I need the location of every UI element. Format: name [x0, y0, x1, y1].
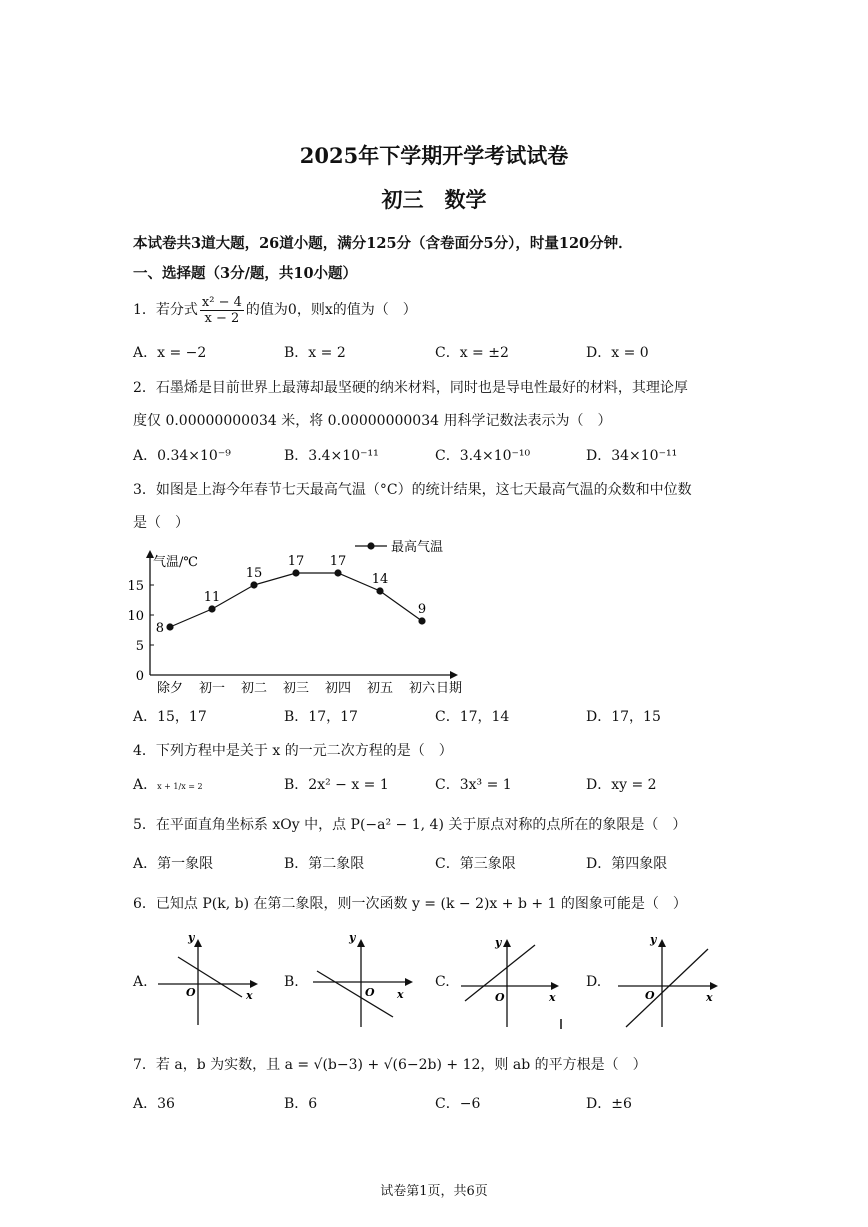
- x-axis-label: x: [706, 991, 713, 1004]
- q4-option-a: [133, 774, 203, 794]
- q6-graph-b: [305, 935, 415, 1030]
- exam-instructions: 本试卷共3道大题，26道小题，满分125分（含卷面分5分），时量120分钟．: [133, 235, 633, 252]
- question-7: 7．若 a，b 为实数，且 a = √(b−3) + √(6−2b) + 12，则 ab 的平方根是（ ）: [133, 1057, 647, 1073]
- question-2-line1: 2．石墨烯是目前世界上最薄却最坚硬的纳米材料，同时也是导电性最好的材料，其理论厚: [133, 380, 688, 396]
- question-2-line2: 度仅 0.00000000034 米，将 0.00000000034 用科学记数法表示为（ ）: [133, 413, 612, 429]
- data-label: 9: [417, 602, 427, 617]
- legend-marker: [367, 542, 374, 549]
- x-tick-label: 除夕: [156, 681, 184, 696]
- q1-option-c: C．x = ±2: [435, 345, 509, 361]
- section-heading: 一、选择题（3分/题，共10小题）: [133, 265, 358, 282]
- q6-option-c-label: C.: [435, 974, 450, 990]
- data-label: 15: [245, 566, 263, 581]
- y-axis-label: y: [495, 936, 502, 949]
- y-tick-label: 5: [135, 639, 144, 654]
- q4-option-a-label: A．: [133, 777, 158, 793]
- question-4: 4．下列方程中是关于 x 的一元二次方程的是（ ）: [133, 743, 453, 759]
- x-tick-label: 初五: [366, 681, 394, 696]
- q4-option-b: B．2x² − x = 1: [284, 777, 389, 793]
- q7-option-b: B．6: [284, 1096, 318, 1112]
- data-label: 8: [155, 621, 164, 636]
- q5-option-a: A．第一象限: [133, 856, 214, 872]
- data-label: 11: [203, 590, 221, 605]
- y-tick-label: 15: [127, 579, 144, 594]
- q6-option-b-label: B.: [284, 974, 299, 990]
- y-tick-label: 10: [127, 609, 144, 624]
- data-label: 17: [329, 554, 347, 569]
- q3-option-c: C．17，14: [435, 709, 510, 725]
- chart-x-axis-label: 日期: [436, 681, 463, 696]
- origin-label: O: [186, 986, 196, 999]
- data-point: [166, 623, 173, 630]
- q1-option-a: A．x = −2: [133, 345, 207, 361]
- temperature-line-chart: [125, 532, 485, 700]
- x-tick-label: 初三: [282, 681, 310, 696]
- origin-label: O: [645, 989, 655, 1002]
- q6-option-a-label: A.: [133, 974, 148, 990]
- origin-label: O: [365, 986, 375, 999]
- data-point: [376, 587, 383, 594]
- question-3-line2: 是（ ）: [133, 515, 189, 531]
- q6-graph-c: [455, 935, 570, 1030]
- question-1-prefix: 1．若分式: [133, 302, 198, 318]
- q5-option-c: C．第三象限: [435, 856, 516, 872]
- chart-x-tick-labels: [157, 681, 436, 696]
- exam-subtitle: 初三 数学: [381, 187, 487, 212]
- x-axis-label: x: [246, 989, 253, 1002]
- q4-option-a-expr: x + 1/x = 2: [157, 782, 203, 791]
- page-footer: 试卷第1页，共6页: [380, 1184, 488, 1199]
- q3-option-a: A．15，17: [133, 709, 207, 725]
- data-point: [292, 569, 299, 576]
- q2-option-c: C．3.4×10⁻¹⁰: [435, 448, 531, 464]
- x-tick-label: 初一: [198, 681, 226, 696]
- y-axis-label: y: [349, 935, 356, 944]
- exam-title: 2025年下学期开学考试试卷: [299, 143, 569, 168]
- q7-option-c: C．−6: [435, 1096, 481, 1112]
- chart-legend: [355, 539, 443, 555]
- legend-label: 最高气温: [391, 540, 444, 555]
- q3-option-d: D．17，15: [586, 709, 661, 725]
- x-axis-label: x: [549, 991, 556, 1004]
- y-tick-label: 0: [135, 669, 144, 684]
- fraction-denominator: x − 2: [204, 310, 240, 326]
- q2-option-b: B．3.4×10⁻¹¹: [284, 448, 379, 464]
- q7-option-a: A．36: [133, 1096, 175, 1112]
- q1-option-d: D．x = 0: [586, 345, 649, 361]
- q3-option-b: B．17，17: [284, 709, 358, 725]
- origin-label: O: [495, 991, 505, 1004]
- x-tick-label: 初六: [408, 681, 436, 696]
- q1-option-b: B．x = 2: [284, 345, 346, 361]
- q2-option-d: D．34×10⁻¹¹: [586, 448, 678, 464]
- x-axis-label: x: [397, 988, 404, 1001]
- x-tick-label: 初二: [240, 681, 268, 696]
- data-point: [208, 605, 215, 612]
- data-label: 14: [371, 572, 389, 587]
- chart-y-axis-label: 气温/℃: [153, 555, 198, 570]
- q2-option-a: A．0.34×10⁻⁹: [133, 448, 231, 464]
- x-axis-arrow: [450, 671, 458, 679]
- data-point: [334, 569, 341, 576]
- fraction: [200, 295, 244, 326]
- question-5: 5．在平面直角坐标系 xOy 中，点 P(−a² − 1, 4) 关于原点对称的点所在的象限是（ ）: [133, 817, 687, 833]
- x-tick-label: 初四: [324, 681, 352, 696]
- question-6: 6．已知点 P(k, b) 在第二象限，则一次函数 y = (k − 2)x + b + 1 的图象可能是（ ）: [133, 896, 687, 912]
- y-axis-label: y: [188, 935, 195, 944]
- data-point: [250, 581, 257, 588]
- data-point: [418, 617, 425, 624]
- q5-option-d: D．第四象限: [586, 856, 668, 872]
- q5-option-b: B．第二象限: [284, 856, 365, 872]
- q6-option-d-label: D.: [586, 974, 602, 990]
- data-label: 17: [287, 554, 305, 569]
- question-1: [133, 293, 417, 327]
- fraction-numerator: x² − 4: [201, 294, 242, 310]
- q4-option-c: C．3x³ = 1: [435, 777, 512, 793]
- q7-option-d: D．±6: [586, 1096, 632, 1112]
- q6-graph-a: [150, 935, 260, 1030]
- y-axis-label: y: [650, 935, 657, 946]
- question-1-suffix: 的值为0，则x的值为（ ）: [245, 302, 417, 318]
- q6-graph-d: [612, 935, 722, 1030]
- question-3-line1: 3．如图是上海今年春节七天最高气温（°C）的统计结果，这七天最高气温的众数和中位数: [133, 482, 692, 498]
- q4-option-d: D．xy = 2: [586, 777, 657, 793]
